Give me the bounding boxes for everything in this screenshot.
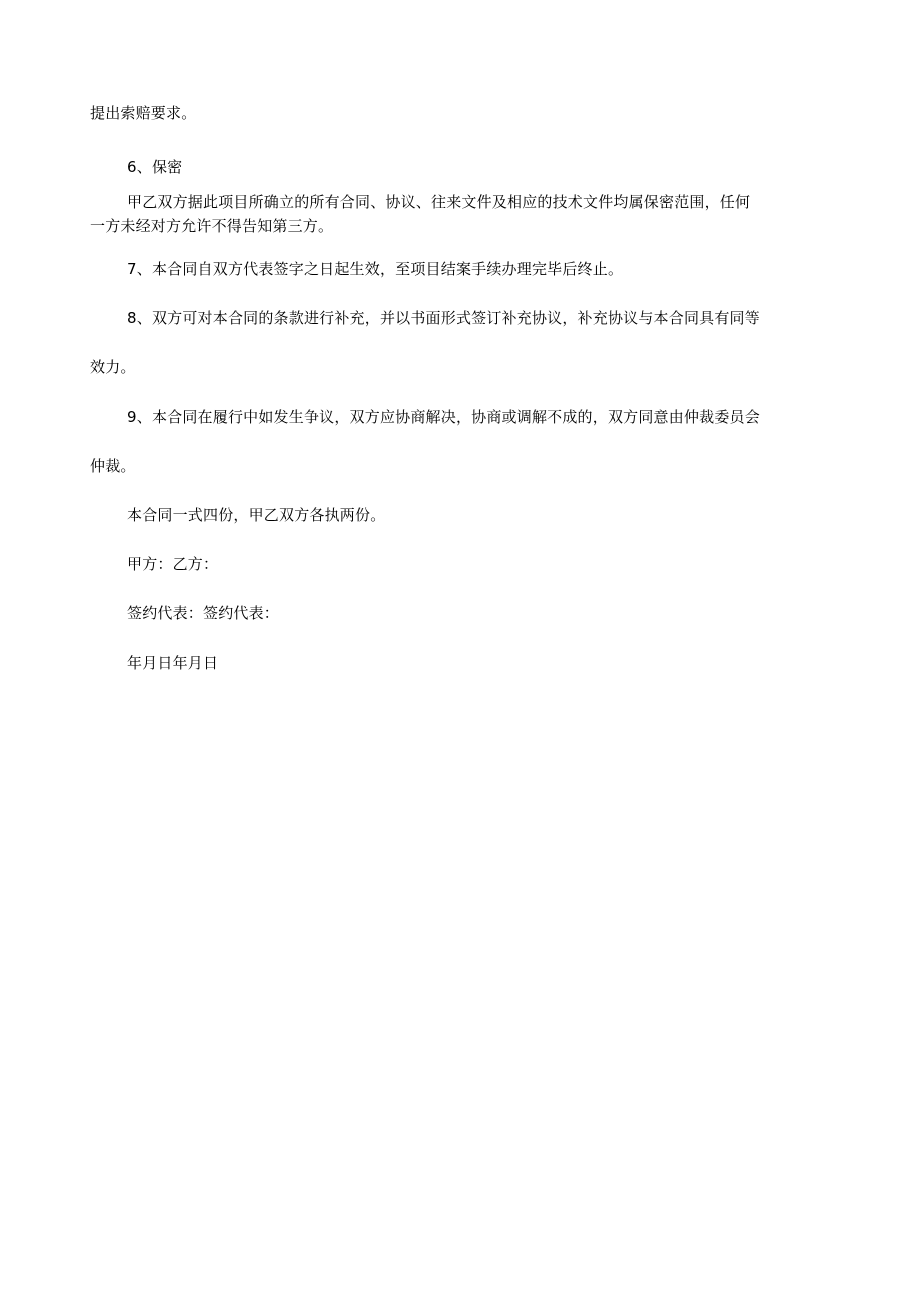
copies-statement: 本合同一式四份，甲乙双方各执两份。 xyxy=(127,506,386,524)
clause-9-line2: 仲裁。 xyxy=(90,457,136,475)
representatives-line: 签约代表：签约代表： xyxy=(127,604,280,622)
parties-line: 甲方：乙方： xyxy=(127,555,219,573)
clause-9-line1: 9、本合同在履行中如发生争议，双方应协商解决，协商或调解不成的，双方同意由仲裁委员会 xyxy=(127,408,760,426)
clause-7: 7、本合同自双方代表签字之日起生效，至项目结案手续办理完毕后终止。 xyxy=(127,260,624,278)
paragraph-confidentiality-line2: 一方未经对方允许不得告知第三方。 xyxy=(90,217,334,235)
text-line-claim: 提出索赔要求。 xyxy=(90,104,197,122)
paragraph-confidentiality-line1: 甲乙双方据此项目所确立的所有合同、协议、往来文件及相应的技术文件均属保密范围，任何 xyxy=(127,193,751,211)
clause-8-line1: 8、双方可对本合同的条款进行补充，并以书面形式签订补充协议，补充协议与本合同具有同等 xyxy=(127,309,760,327)
clause-8-line2: 效力。 xyxy=(90,358,136,376)
date-line: 年月日年月日 xyxy=(127,654,219,672)
section-heading-confidentiality: 6、保密 xyxy=(127,158,183,176)
